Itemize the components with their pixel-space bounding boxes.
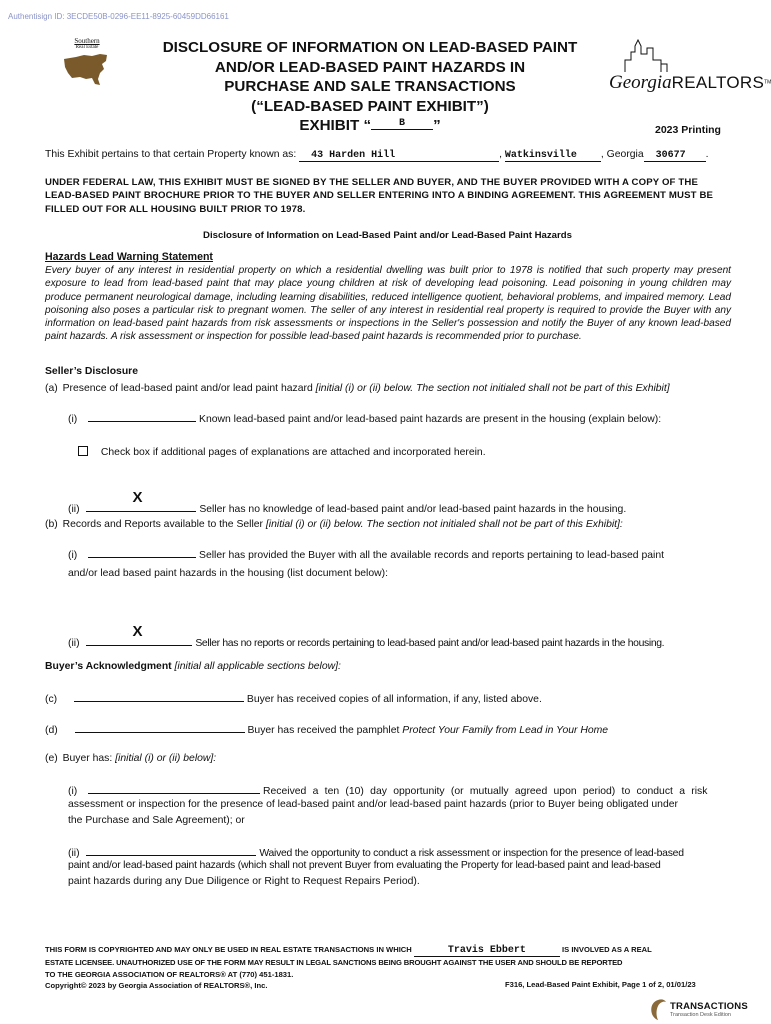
title-line4: (“LEAD-BASED PAINT EXHIBIT”) <box>251 97 489 115</box>
section-a-instruction: [initial (i) or (ii) below. The section not initialed shall not be part of this Exhibit] <box>315 383 670 394</box>
section-b-label: (b) <box>45 519 58 530</box>
gr-logo-word: REALTORS <box>671 73 765 92</box>
section-b-ii-mark: X <box>132 623 143 640</box>
footer-line1-pre: THIS FORM IS COPYRIGHTED AND MAY ONLY BE USED IN REAL ESTATE TRANSACTIONS IN WHICH <box>45 945 412 954</box>
section-b-instruction: [initial (i) or (ii) below. The section not initialed shall not be part of this Exhibit]: <box>265 519 623 530</box>
section-b-ii-initial-field[interactable] <box>86 623 192 646</box>
title-line3: PURCHASE AND SALE TRANSACTIONS <box>224 78 516 95</box>
section-d-pamphlet-title: Protect Your Family from Lead in Your Home <box>402 725 609 736</box>
title-line2: AND/OR LEAD-BASED PAINT HAZARDS IN <box>214 58 526 76</box>
state-label: , Georgia <box>600 149 644 160</box>
property-zip-field[interactable]: 30677 <box>644 150 706 162</box>
section-d-initial-field[interactable] <box>75 722 245 733</box>
disclosure-heading: Disclosure of Information on Lead-Based Paint and/or Lead-Based Paint Hazards <box>203 230 572 241</box>
exhibit-line <box>120 116 620 136</box>
section-e-ii-initial-field[interactable] <box>86 845 256 856</box>
southeast-map-icon <box>62 51 112 87</box>
footer-line2: ESTATE LICENSEE. UNAUTHORIZED USE OF THE FORM MAY RESULT IN LEGAL SANCTIONS BEING BROUGHT AGAINST THE USER AND SHOULD BE REPORTED <box>45 958 623 968</box>
section-b-ii-text: Seller has no reports or records pertaining to lead-based paint and/or lead-based paint hazards in the housing. <box>195 638 665 649</box>
section-d <box>45 722 608 736</box>
section-a-i-label: (i) <box>68 414 78 425</box>
section-a-ii-mark: X <box>132 489 143 506</box>
section-e-ii-text: Waived the opportunity to conduct a risk assessment or inspection for the presence of lead-based <box>259 848 684 859</box>
section-b-ii <box>68 623 665 649</box>
transactions-sub: Transaction Desk Edition <box>670 1012 731 1018</box>
section-e-i-text2: assessment or inspection for the presence of lead-based paint and/or lead-based paint hazards (prior to Buyer being obligated under <box>68 799 678 810</box>
georgia-realtors-logo <box>605 38 771 98</box>
section-b-i <box>68 547 664 561</box>
form-title <box>120 38 620 136</box>
section-e-i-text3: the Purchase and Sale Agreement); or <box>68 815 245 826</box>
section-e-i-initial-field[interactable] <box>88 783 260 794</box>
exhibit-prefix: EXHIBIT “ <box>299 117 372 134</box>
section-e-ii-text2: paint and/or lead-based paint hazards (which shall not prevent Buyer from evaluating the Property for lead-based paint and lead-based <box>68 860 661 871</box>
federal-law-warning: UNDER FEDERAL LAW, THIS EXHIBIT MUST BE SIGNED BY THE SELLER AND BUYER, AND THE BUYER PROVIDED WITH A COPY OF THE LEAD-BASED PAINT BROCHURE PRIOR TO THE BUYER AND SELLER ENTERING INTO A BINDING AGREEMENT. THIS AGREEMENT MUST BE FILLED OUT FOR ALL HOUSING BUILT PRIOR TO 1978. <box>45 177 714 215</box>
section-a-i-text: Known lead-based paint and/or lead-based paint hazards are present in the housing (explain below): <box>199 414 662 425</box>
gr-logo-tm: TM <box>764 79 771 86</box>
section-c <box>45 691 542 705</box>
hazards-warning-title: Hazards Lead Warning Statement <box>45 251 213 263</box>
section-c-label: (c) <box>45 694 58 705</box>
section-b-i-text2: and/or lead based paint hazards in the housing (list document below): <box>68 568 388 579</box>
section-a-ii-initial-field[interactable] <box>86 489 196 512</box>
section-b-i-text: Seller has provided the Buyer with all the available records and reports pertaining to lead-based paint <box>199 550 664 561</box>
logo-text-line1: Southern <box>74 37 100 45</box>
footer-line1-post: IS INVOLVED AS A REAL <box>562 945 652 954</box>
gr-logo-script: Georgia <box>609 72 672 93</box>
additional-pages-text: Check box if additional pages of explanations are attached and incorporated herein. <box>100 447 486 458</box>
section-c-text: Buyer has received copies of all information, if any, listed above. <box>246 694 542 705</box>
section-c-initial-field[interactable] <box>74 691 244 702</box>
additional-pages-row <box>78 446 486 458</box>
section-e-i-text: Received a ten (10) day opportunity (or mutually agreed upon period) to conduct a risk <box>263 786 708 797</box>
section-b-i-label: (i) <box>68 550 78 561</box>
hazards-warning-body: Every buyer of any interest in residential property on which a residential dwelling was built prior to 1978 is notified that such property may present exposure to lead from lead-based paint that may place young children at risk of developing lead poisoning. Lead poisoning in young children may produce permanent neurological damage, including learning disabilities, reduced intelligence quotient, behavioral problems, and impaired memory. Lead poisoning also poses a particular risk to pregnant women. The seller of any interest in residential real property is required to provide the Buyer with any information on lead-based paint hazards from risk assessments or inspections in the Seller's possession and notify the Buyer of any known lead-based paint hazards. A risk assessment or inspection for possible lead-based paint hazards is recommended prior to purchase. <box>45 265 731 343</box>
form-identifier: F316, Lead-Based Paint Exhibit, Page 1 of 2, 01/01/23 <box>505 980 696 989</box>
section-e-i-label: (i) <box>68 786 78 797</box>
section-a-text: Presence of lead-based paint and/or lead paint hazard <box>62 383 316 394</box>
section-b-i-initial-field[interactable] <box>88 547 196 558</box>
transactions-logo <box>648 998 748 1022</box>
footer-line4: Copyright© 2023 by Georgia Association of REALTORS®, Inc. <box>45 981 268 991</box>
section-d-label: (d) <box>45 725 58 736</box>
additional-pages-checkbox[interactable] <box>78 446 88 456</box>
section-e-label: (e) <box>45 753 58 764</box>
section-d-text: Buyer has received the pamphlet <box>247 725 403 736</box>
footer-line1 <box>45 944 735 957</box>
section-e <box>45 753 216 764</box>
property-city-field[interactable]: Watkinsville <box>505 150 601 162</box>
authentisign-id: Authentisign ID: 3ECDE50B-0296-EE11-8925-60459DD66161 <box>8 12 229 21</box>
section-a-ii-text: Seller has no knowledge of lead-based paint and/or lead-based paint hazards in the housing. <box>199 504 627 515</box>
property-address-field[interactable]: 43 Harden Hill <box>299 150 499 162</box>
section-a-ii <box>68 489 627 515</box>
buyers-acknowledgment-heading <box>45 661 341 672</box>
exhibit-suffix: ” <box>433 117 441 134</box>
sellers-disclosure-heading: Seller’s Disclosure <box>45 366 138 377</box>
title-line1: DISCLOSURE OF INFORMATION ON LEAD-BASED PAINT <box>162 39 578 56</box>
section-e-ii-text3: paint hazards during any Due Diligence or Right to Request Repairs Period). <box>68 876 420 887</box>
section-a-label: (a) <box>45 383 58 394</box>
property-line: This Exhibit pertains to that certain Property known as: 43 Harden Hill , Watkinsville , Georgia 30677 . <box>45 149 709 161</box>
buyers-heading-instruction: [initial all applicable sections below]: <box>174 661 341 672</box>
footer-line3: TO THE GEORGIA ASSOCIATION OF REALTORS® AT (770) 451-1831. <box>45 969 294 979</box>
section-b-text: Records and Reports available to the Seller <box>62 519 266 530</box>
section-e-ii-label: (ii) <box>68 848 80 859</box>
section-e-ii <box>68 845 684 859</box>
section-e-text: Buyer has: <box>62 753 116 764</box>
property-end: . <box>705 149 709 160</box>
exhibit-letter-field[interactable]: B <box>371 118 433 130</box>
skyline-icon <box>605 38 735 72</box>
southern-real-estate-logo <box>62 38 112 88</box>
section-b <box>45 519 623 530</box>
licensee-field[interactable]: Travis Ebbert <box>414 945 560 957</box>
section-a-i <box>68 411 661 425</box>
buyers-heading-text: Buyer’s Acknowledgment <box>45 661 175 672</box>
transactions-word: TRANSACTIONS <box>670 1001 748 1012</box>
property-intro: This Exhibit pertains to that certain Property known as: <box>45 149 297 160</box>
section-e-instruction: [initial (i) or (ii) below]: <box>115 753 217 764</box>
logo-text-line2: Real Estate <box>75 45 99 50</box>
section-e-i <box>68 783 707 797</box>
printing-year: 2023 Printing <box>655 124 721 136</box>
transactions-swirl-icon <box>648 998 668 1022</box>
section-a <box>45 383 670 394</box>
section-a-i-initial-field[interactable] <box>88 411 196 422</box>
section-b-ii-label: (ii) <box>68 638 80 649</box>
section-a-ii-label: (ii) <box>68 504 80 515</box>
